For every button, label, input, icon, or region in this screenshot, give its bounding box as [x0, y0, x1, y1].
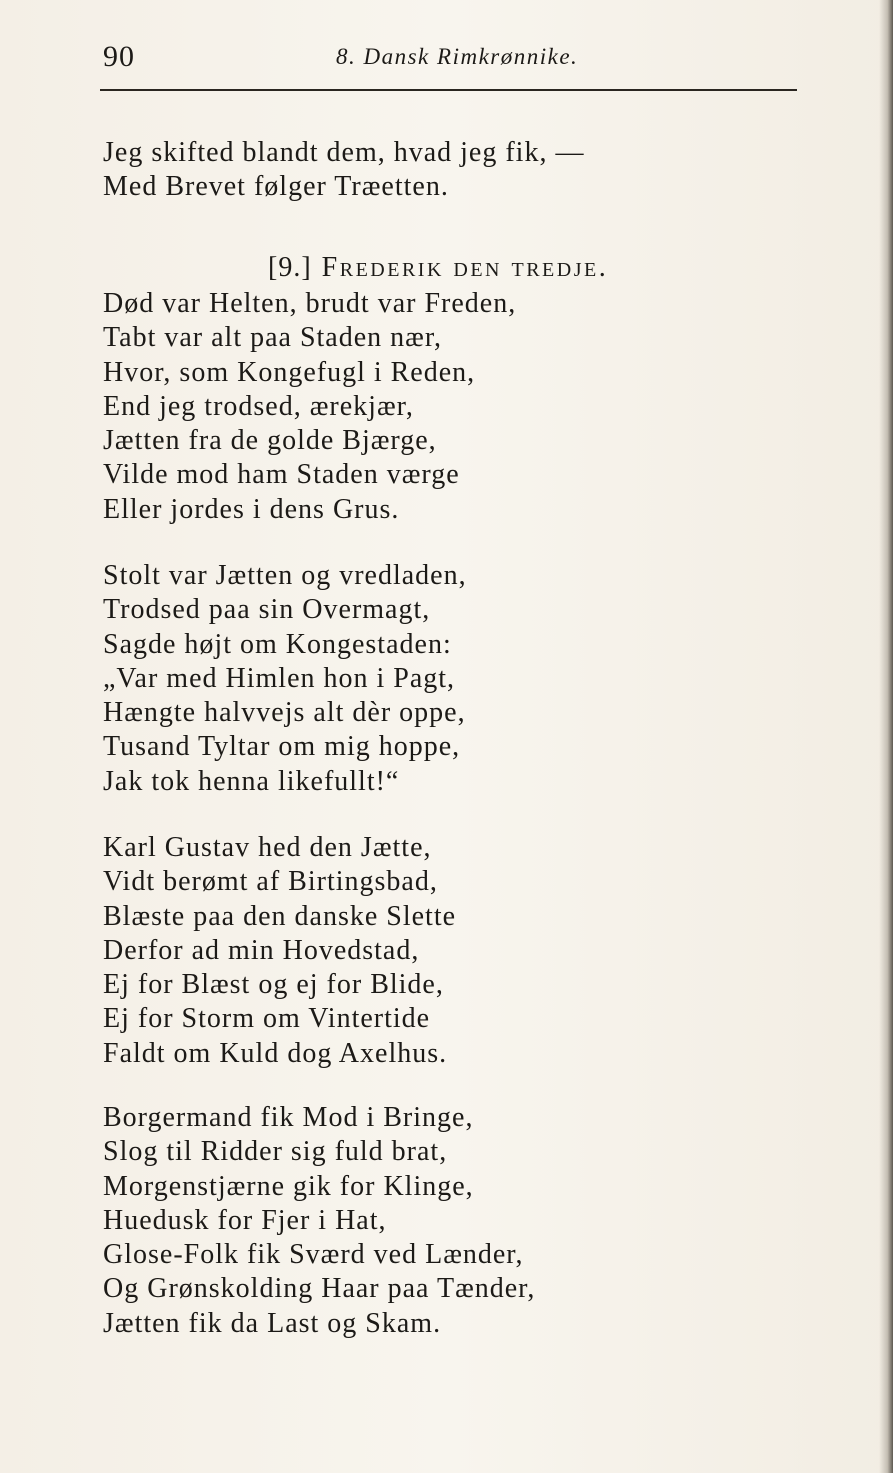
verse-line: Huedusk for Fjer i Hat, — [103, 1204, 387, 1236]
section-number: [9.] — [268, 252, 312, 283]
verse-line: Ej for Storm om Vintertide — [103, 1003, 431, 1035]
page-number: 90 — [103, 40, 135, 73]
verse-line: Vidt berømt af Birtingsbad, — [103, 866, 438, 898]
verse-line: Morgenstjærne gik for Klinge, — [103, 1170, 474, 1202]
verse-line: End jeg trodsed, ærekjær, — [103, 390, 414, 422]
verse-line: Karl Gustav hed den Jætte, — [103, 832, 432, 863]
verse-line: Borgermand fik Mod i Bringe, — [103, 1102, 474, 1133]
verse-line: Tusand Tyltar om mig hoppe, — [103, 731, 461, 763]
running-title: 8. Dansk Rimkrønnike. — [336, 44, 579, 69]
verse-line: Glose-Folk fik Sværd ved Lænder, — [103, 1239, 524, 1271]
verse-line: Trodsed paa sin Overmagt, — [103, 594, 431, 626]
verse-line: Stolt var Jætten og vredladen, — [103, 560, 467, 591]
verse-line: „Var med Himlen hon i Pagt, — [103, 662, 456, 694]
verse-line: Tabt var alt paa Staden nær, — [103, 322, 443, 354]
stanza-2 — [103, 559, 467, 799]
verse-line: Jætten fra de golde Bjærge, — [103, 425, 437, 457]
verse-line: Slog til Ridder sig fuld brat, — [103, 1136, 448, 1168]
stanza-4 — [103, 1101, 535, 1341]
verse-line: Og Grønskolding Haar paa Tænder, — [103, 1273, 536, 1305]
section-title: Frederik den tredje. — [321, 252, 609, 283]
verse-line: Derfor ad min Hovedstad, — [103, 934, 420, 966]
page-edge-shadow — [879, 0, 893, 1473]
verse-line: Hængte halvvejs alt dèr oppe, — [103, 697, 466, 729]
section-heading — [268, 252, 608, 284]
verse-line: Faldt om Kuld dog Axelhus. — [103, 1037, 448, 1069]
stanza-1 — [103, 287, 516, 527]
verse-line: Jak tok henna likefullt!“ — [103, 765, 400, 797]
verse-line: Jeg skifted blandt dem, hvad jeg fik, — — [103, 137, 585, 168]
verse-line: Jætten fik da Last og Skam. — [103, 1307, 442, 1339]
stanza-3 — [103, 831, 456, 1071]
verse-line: Hvor, som Kongefugl i Reden, — [103, 356, 476, 388]
header-rule — [100, 89, 797, 91]
verse-line: Sagde højt om Kongestaden: — [103, 628, 452, 660]
verse-line: Med Brevet følger Træetten. — [103, 171, 449, 203]
intro-stanza — [103, 136, 584, 205]
verse-line: Død var Helten, brudt var Freden, — [103, 288, 517, 319]
verse-line: Eller jordes i dens Grus. — [103, 493, 400, 525]
verse-line: Ej for Blæst og ej for Blide, — [103, 969, 444, 1001]
verse-line: Vilde mod ham Staden værge — [103, 459, 460, 491]
verse-line: Blæste paa den danske Slette — [103, 900, 457, 932]
